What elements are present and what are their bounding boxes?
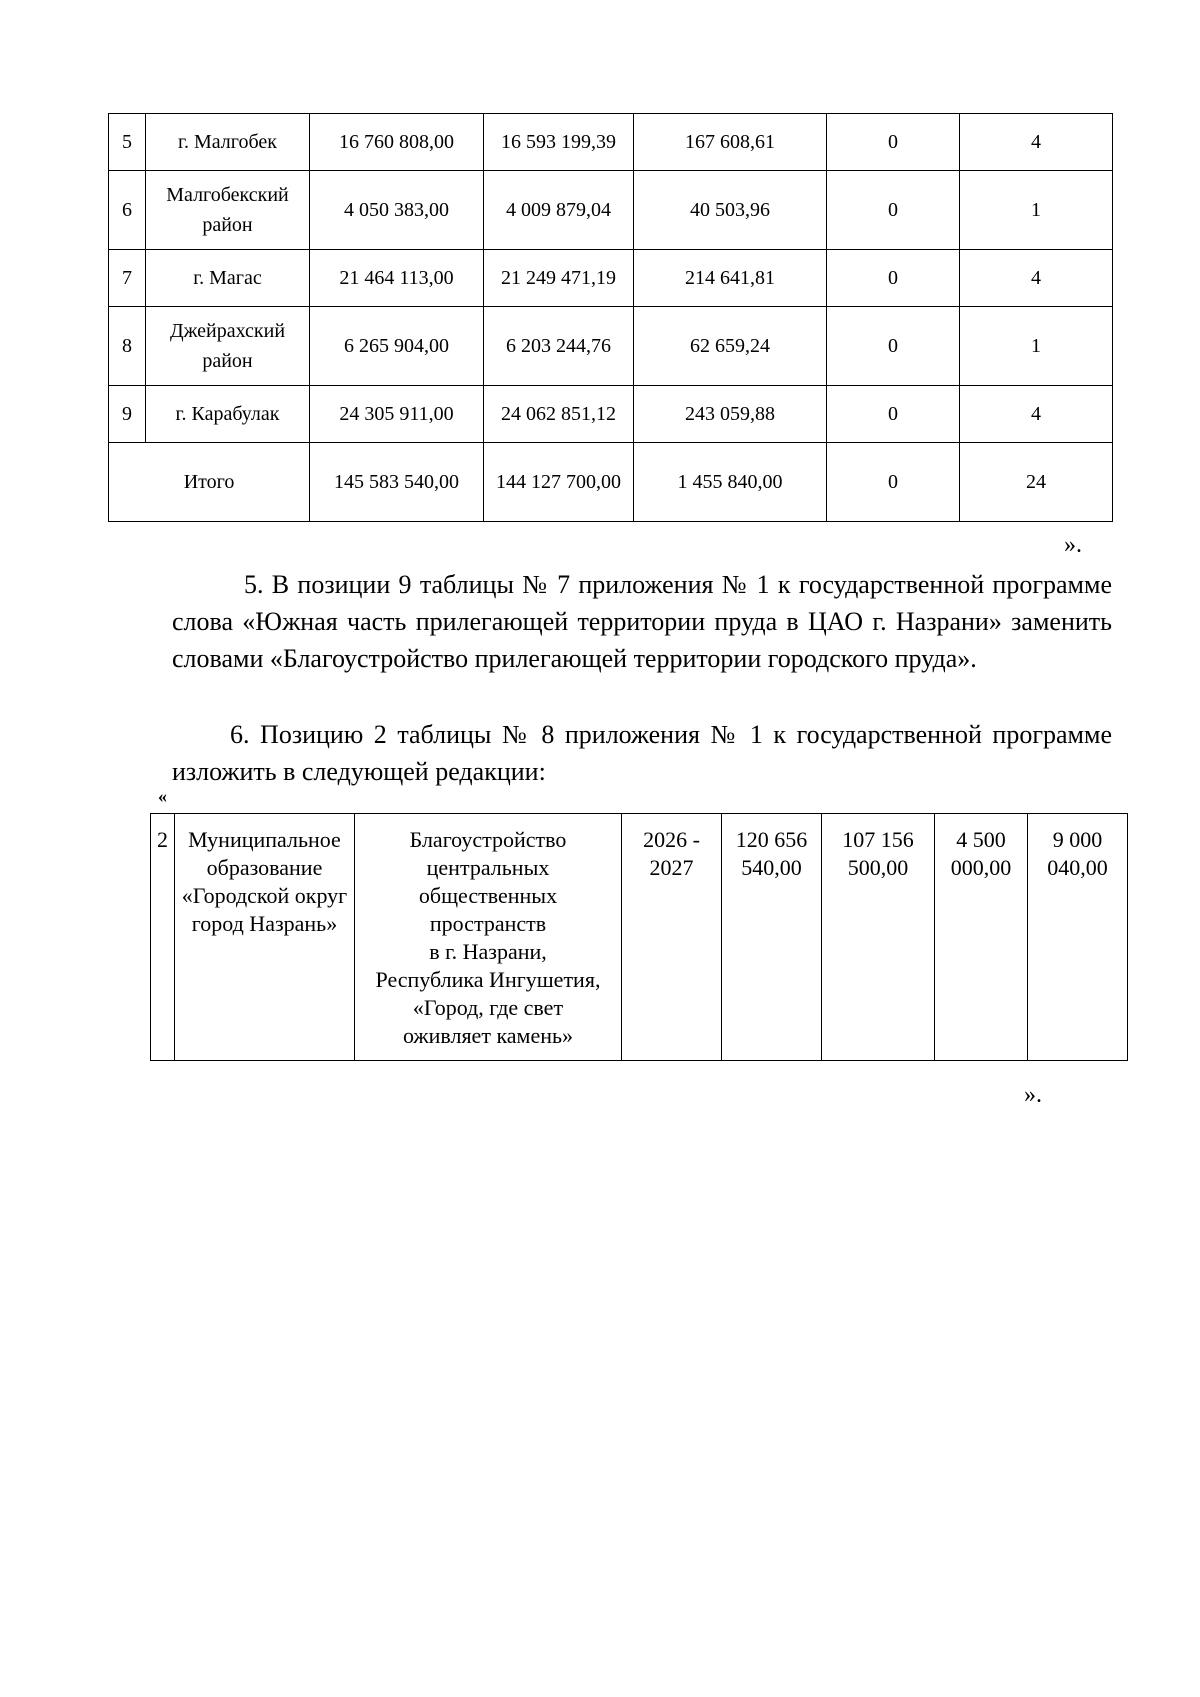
amount-cell: 6 265 904,00 bbox=[310, 307, 484, 386]
amount-cell: 0 bbox=[827, 171, 960, 250]
project-line: пространств bbox=[429, 911, 547, 936]
table-row bbox=[109, 386, 1113, 443]
total-amount: 145 583 540,00 bbox=[310, 443, 484, 522]
project-line: оживляет камень» bbox=[402, 1023, 574, 1048]
project-line: центральных bbox=[426, 855, 550, 880]
total-row bbox=[109, 443, 1113, 522]
amount-cell: 24 305 911,00 bbox=[310, 386, 484, 443]
opening-quote: « bbox=[158, 786, 167, 806]
amount-cell: 21 464 113,00 bbox=[310, 250, 484, 307]
total-count: 24 bbox=[960, 443, 1113, 522]
count-cell: 4 bbox=[960, 386, 1113, 443]
amount-cell: 0 bbox=[827, 114, 960, 171]
table-row bbox=[151, 814, 1128, 1061]
paragraph-text: 6. Позицию 2 таблицы № 8 приложения № 1 к государственной программе изложить в следующей редакции: bbox=[172, 720, 1112, 786]
project-cell bbox=[355, 814, 622, 1061]
local-amount: 9 000 040,00 bbox=[1028, 814, 1128, 1061]
municipality-name: Малгобекский район bbox=[146, 171, 310, 250]
amount-cell: 16 760 808,00 bbox=[310, 114, 484, 171]
closing-quote: ». bbox=[1024, 1082, 1042, 1108]
years-cell: 2026 - 2027 bbox=[622, 814, 722, 1061]
row-number: 5 bbox=[109, 114, 146, 171]
closing-quote: ». bbox=[1064, 532, 1082, 558]
count-cell: 4 bbox=[960, 250, 1113, 307]
table-row bbox=[109, 250, 1113, 307]
paragraph-text: 5. В позиции 9 таблицы № 7 приложения № 1 к государственной программе слова «Южная часть прилегающей территории пруда в ЦАО г. Назрани» заменить словами «Благоустройство прилегающей территории городского пруда». bbox=[172, 570, 1112, 673]
municipality-name: г. Магас bbox=[146, 250, 310, 307]
amount-cell: 0 bbox=[827, 250, 960, 307]
count-cell: 1 bbox=[960, 171, 1113, 250]
project-line: в г. Назрани, bbox=[429, 939, 547, 964]
project-line: Благоустройство bbox=[409, 827, 567, 852]
amount-cell: 214 641,81 bbox=[634, 250, 827, 307]
count-cell: 1 bbox=[960, 307, 1113, 386]
municipality-name: г. Малгобек bbox=[146, 114, 310, 171]
amount-cell: 4 009 879,04 bbox=[484, 171, 634, 250]
amendment-paragraph-6 bbox=[172, 716, 1112, 790]
amount-cell: 24 062 851,12 bbox=[484, 386, 634, 443]
amount-cell: 243 059,88 bbox=[634, 386, 827, 443]
total-label: Итого bbox=[109, 443, 310, 522]
municipality-cell: Муниципальное образование «Городской округ город Назрань» bbox=[175, 814, 355, 1061]
municipality-name: г. Карабулак bbox=[146, 386, 310, 443]
amount-cell: 40 503,96 bbox=[634, 171, 827, 250]
amount-cell: 21 249 471,19 bbox=[484, 250, 634, 307]
total-amount: 120 656 540,00 bbox=[722, 814, 822, 1061]
row-number: 8 bbox=[109, 307, 146, 386]
project-line: «Город, где свет bbox=[412, 995, 564, 1020]
total-amount: 0 bbox=[827, 443, 960, 522]
project-line: общественных bbox=[418, 883, 558, 908]
amount-cell: 167 608,61 bbox=[634, 114, 827, 171]
project-table bbox=[150, 813, 1128, 1061]
amount-cell: 4 050 383,00 bbox=[310, 171, 484, 250]
row-number: 6 bbox=[109, 171, 146, 250]
project-line: Республика Ингушетия, bbox=[375, 967, 601, 992]
allocation-table bbox=[108, 113, 1113, 522]
total-amount: 1 455 840,00 bbox=[634, 443, 827, 522]
row-number: 9 bbox=[109, 386, 146, 443]
table-row bbox=[109, 307, 1113, 386]
amount-cell: 62 659,24 bbox=[634, 307, 827, 386]
total-amount: 144 127 700,00 bbox=[484, 443, 634, 522]
count-cell: 4 bbox=[960, 114, 1113, 171]
table-row bbox=[109, 114, 1113, 171]
row-number: 2 bbox=[151, 814, 175, 1061]
amendment-paragraph-5 bbox=[172, 566, 1112, 677]
federal-amount: 107 156 500,00 bbox=[822, 814, 935, 1061]
amount-cell: 0 bbox=[827, 307, 960, 386]
table-row bbox=[109, 171, 1113, 250]
amount-cell: 16 593 199,39 bbox=[484, 114, 634, 171]
municipality-name: Джейрахский район bbox=[146, 307, 310, 386]
regional-amount: 4 500 000,00 bbox=[935, 814, 1028, 1061]
amount-cell: 0 bbox=[827, 386, 960, 443]
row-number: 7 bbox=[109, 250, 146, 307]
amount-cell: 6 203 244,76 bbox=[484, 307, 634, 386]
